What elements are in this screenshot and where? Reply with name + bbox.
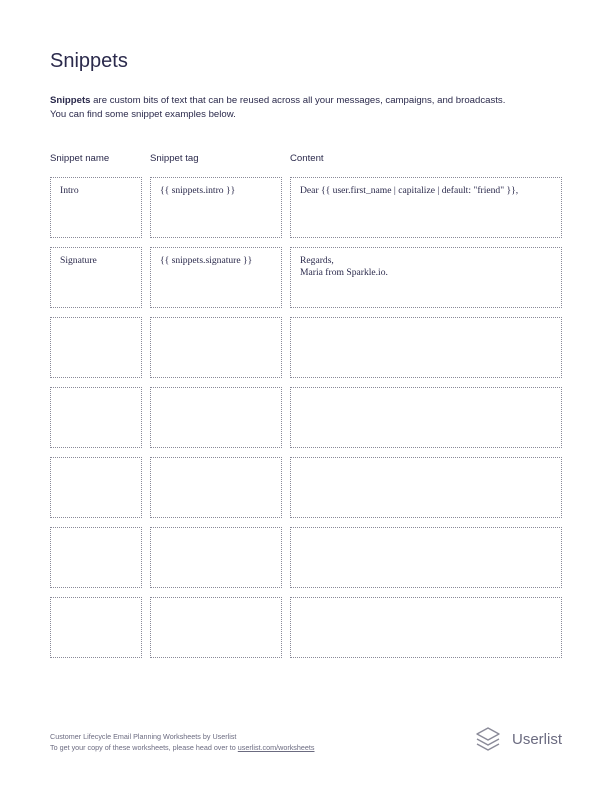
snippet-name-cell[interactable] [50,387,142,448]
worksheets-link[interactable]: userlist.com/worksheets [237,743,315,752]
snippet-name-cell[interactable] [50,317,142,378]
snippet-name-cell[interactable] [50,247,142,308]
column-header-snippet-tag: Snippet tag [150,153,199,164]
snippet-content-cell[interactable] [290,177,562,238]
snippet-content-cell[interactable] [290,457,562,518]
intro-bold-term: Snippets [50,95,91,106]
snippet-content-line: Regards, [300,255,334,266]
footer-credit: Customer Lifecycle Email Planning Worksheets by Userlist [50,732,237,741]
snippet-content-cell[interactable] [290,597,562,658]
footer [50,731,315,753]
column-header-content: Content [290,153,324,164]
snippet-content-cell[interactable] [290,527,562,588]
snippet-name-cell[interactable] [50,177,142,238]
snippet-tag: {{ snippets.signature }} [160,255,253,266]
intro-line-1: are custom bits of text that can be reused across all your messages, campaigns, and broadcasts. [90,95,506,106]
snippet-name: Intro [60,185,79,196]
page-title: Snippets [50,50,128,72]
userlist-brand [474,724,562,754]
snippet-content-line: Dear {{ user.first_name | capitalize | default: "friend" }}, [300,185,519,196]
intro-paragraph [50,94,550,122]
stacked-layers-icon [474,725,502,753]
snippet-name-cell[interactable] [50,597,142,658]
snippet-tag-cell[interactable] [150,527,282,588]
snippet-tag-cell[interactable] [150,457,282,518]
column-header-snippet-name: Snippet name [50,153,110,164]
snippet-tag-cell[interactable] [150,387,282,448]
snippet-tag-cell[interactable] [150,317,282,378]
snippet-tag-cell[interactable] [150,247,282,308]
snippet-tag-cell[interactable] [150,597,282,658]
snippet-content-cell[interactable] [290,247,562,308]
snippet-name-cell[interactable] [50,457,142,518]
snippet-tag-cell[interactable] [150,177,282,238]
snippet-name: Signature [60,255,97,266]
snippet-tag: {{ snippets.intro }} [160,185,236,196]
snippet-name-cell[interactable] [50,527,142,588]
footer-instruction: To get your copy of these worksheets, please head over to [50,743,238,752]
brand-name: Userlist [512,730,563,748]
snippet-content-cell[interactable] [290,317,562,378]
snippet-content-cell[interactable] [290,387,562,448]
snippet-content-line: Maria from Sparkle.io. [300,266,388,278]
intro-line-2: You can find some snippet examples below. [50,109,236,120]
